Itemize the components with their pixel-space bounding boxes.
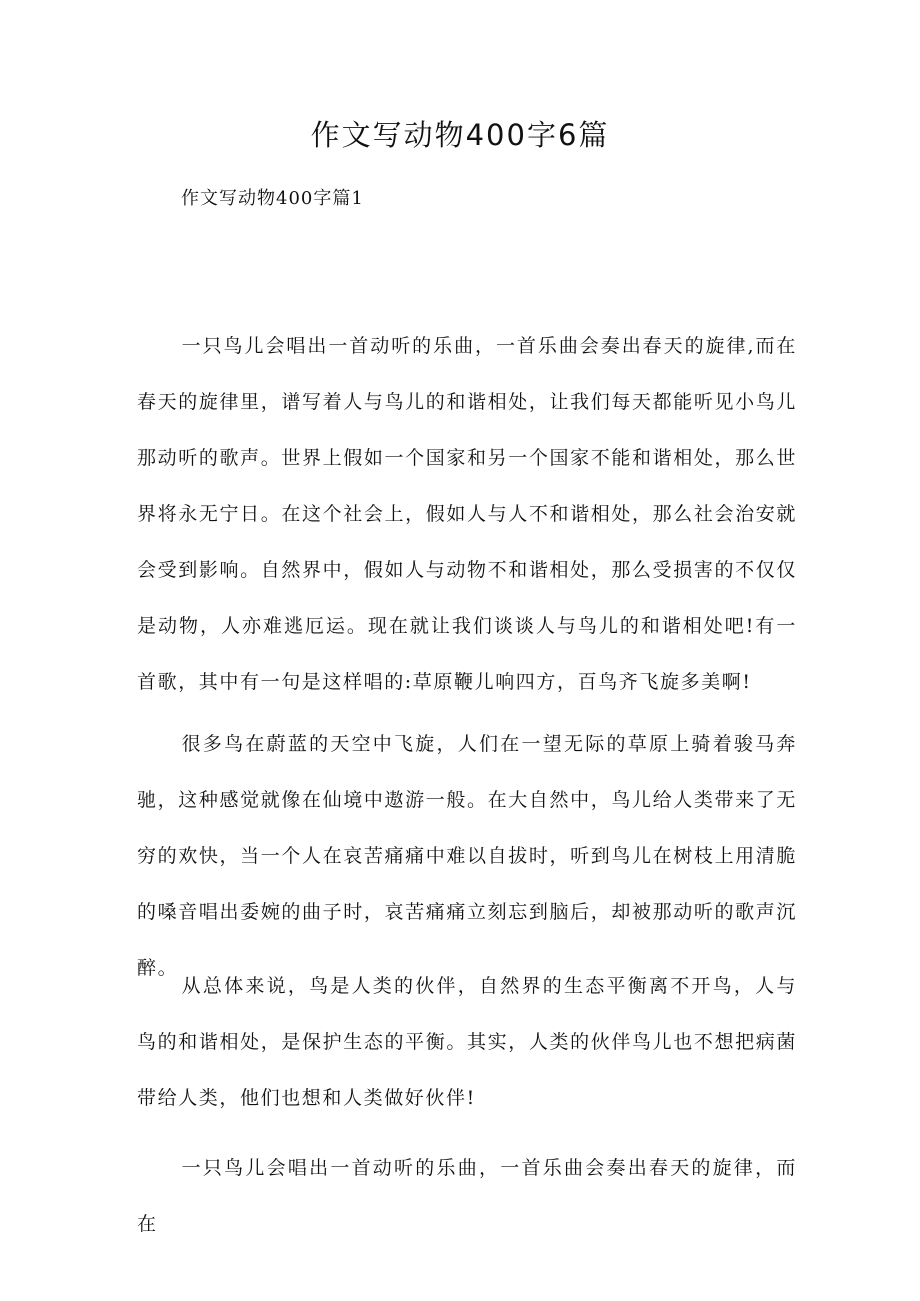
paragraph-3: 从总体来说，鸟是人类的伙伴，自然界的生态平衡离不开鸟，人与鸟的和谐相处，是保护生态的平衡。其实，人类的伙伴鸟儿也不想把病菌带给人类，他们也想和人类做好伙伴! [137,975,797,1109]
document-title: 作文写动物400字6篇 [310,118,610,152]
paragraph-1: 一只鸟儿会唱出一首动听的乐曲，一首乐曲会奏出春天的旋律,而在春天的旋律里，谱写着人与鸟儿的和谐相处，让我们每天都能听见小鸟儿那动听的歌声。世界上假如一个国家和另一个国家不能和谐相处，那么世界将永无宁日。在这个社会上，假如人与人不和谐相处，那么社会治安就会受到影响。自然界中，假如人与动物不和谐相处，那么受损害的不仅仅是动物，人亦难逃厄运。现在就让我们谈谈人与鸟儿的和谐相处吧!有一首歌，其中有一句是这样唱的:草原鞭儿响四方，百鸟齐飞旋多美啊! [137,335,797,693]
paragraph-2: 很多鸟在蔚蓝的天空中飞旋，人们在一望无际的草原上骑着骏马奔驰，这种感觉就像在仙境中遨游一般。在大自然中，鸟儿给人类带来了无穷的欢快，当一个人在哀苦痛痛中难以自拔时，听到鸟儿在树枝上用清脆的嗓音唱出委婉的曲子时，哀苦痛痛立刻忘到脑后，却被那动听的歌声沉醉。 [137,733,797,979]
section-heading: 作文写动物400字篇1 [181,188,364,209]
paragraph-4: 一只鸟儿会唱出一首动听的乐曲，一首乐曲会奏出春天的旋律，而在 [137,1157,797,1235]
